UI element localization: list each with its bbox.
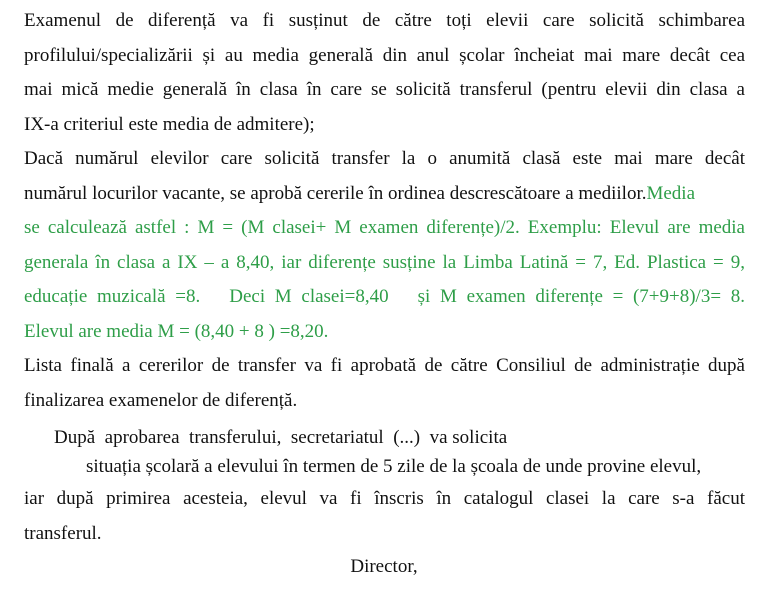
text-line: finalizarea examenelor de diferență. [24,389,298,411]
highlighted-text-line: Elevul are media M = (8,40 + 8 ) =8,20. [24,320,329,342]
highlighted-text-segment: Media [646,182,696,204]
text-line-mixed [24,177,745,212]
text-line: profilului/specializării și au media generală din anul școlar încheiat mai mare decât cea [24,44,745,66]
text-line: transferul. [24,522,102,544]
paragraph-transfer-order [24,142,745,349]
paragraph-exam-differences [24,4,745,142]
document-body [24,4,745,551]
text-line: Lista finală a cererilor de transfer va fi aprobată de către Consiliul de administrație după [24,355,745,376]
highlighted-text-line: se calculează astfel : M = (M clasei+ M examen diferențe)/2. Exemplu: Elevul are media [24,217,745,238]
highlighted-text-line: educație muzicală =8. Deci M clasei=8,40 și M examen diferențe = (7+9+8)/3= 8. [24,286,745,307]
text-line: Examenul de diferență va fi susținut de către toți elevii care solicită schimbarea [24,10,745,31]
text-line: mai mică medie generală în clasa în care se solicită transferul (pentru elevii din clasa a [24,79,745,100]
text-line: iar după primirea acesteia, elevul va fi înscris în catalogul clasei la care s-a făcut [24,488,745,509]
text-line: situația școlară a elevului în termen de 5 zile de la școala de unde provine elevul, [86,456,702,477]
signature-director: Director, [350,556,418,577]
paragraph-final-list [24,349,745,418]
text-line: Dacă numărul elevilor care solicită transfer la o anumită clasă este mai mare decât [24,148,745,169]
text-line: După aprobarea transferului, secretariatul (...) va solicita [54,427,508,448]
text-line: IX-a criteriul este media de admitere); [24,113,315,135]
highlighted-text-line: generala în clasa a IX – a 8,40, iar diferențe susține la Limba Latină = 7, Ed. Plastica = 9, [24,251,745,273]
text-segment: numărul locurilor vacante, se aprobă cererile în ordinea descrescătoare a mediilor. [24,182,647,204]
paragraph-secretariat [24,424,745,551]
